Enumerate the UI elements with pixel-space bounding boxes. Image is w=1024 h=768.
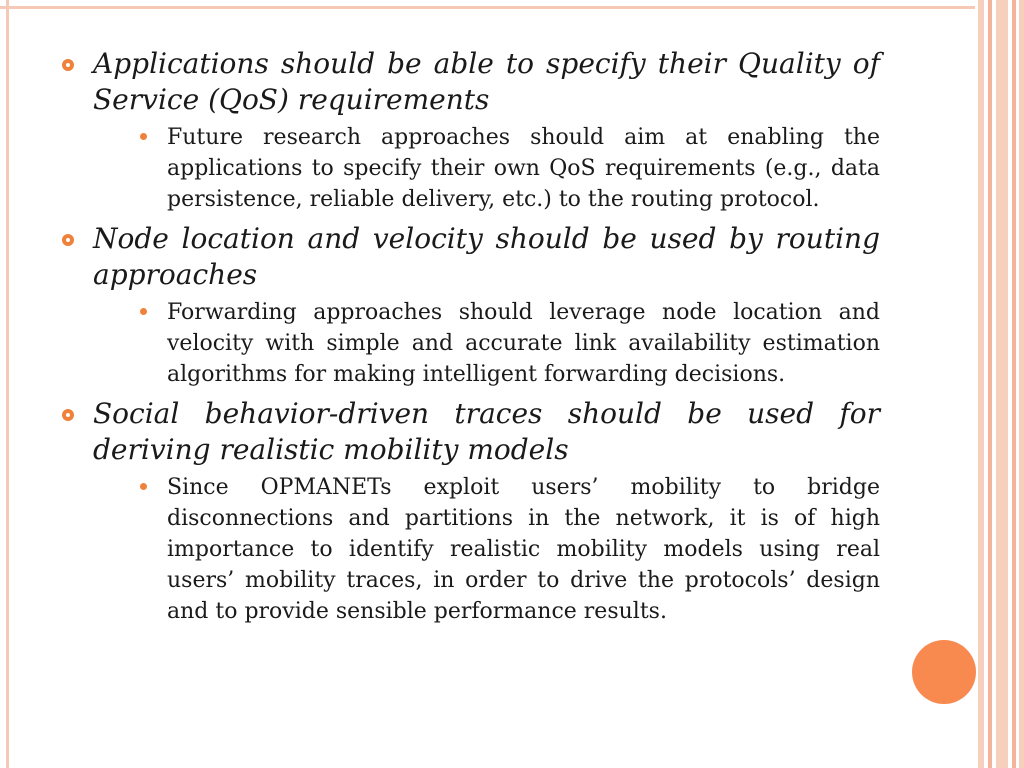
- bullet-heading: Social behavior-driven traces should be used for deriving realistic mobility models: [93, 397, 880, 466]
- left-border-line: [6, 0, 9, 768]
- right-stripe: [978, 0, 984, 768]
- sub-bullet-item: [93, 472, 880, 627]
- sub-bullet-item: [93, 297, 880, 390]
- right-stripe: [1012, 0, 1016, 768]
- ring-bullet-icon: [62, 59, 74, 71]
- sub-bullet-text: Since OPMANETs exploit users’ mobility to bridge disconnections and partitions in the network, it is of high importance to identify realistic mobility models using real users’ mobility traces, in order to drive the protocols’ design and to provide sensible performance results.: [167, 475, 880, 624]
- right-stripe: [988, 0, 992, 768]
- bullet-item: [60, 396, 880, 627]
- decorative-circle: [912, 640, 976, 704]
- bullet-heading: Applications should be able to specify their Quality of Service (QoS) requirements: [93, 47, 880, 116]
- sub-bullet-text: Forwarding approaches should leverage node location and velocity with simple and accurate link availability estimation algorithms for making intelligent forwarding decisions.: [167, 300, 880, 387]
- sub-bullet-item: [93, 122, 880, 215]
- ring-bullet-icon: [62, 409, 74, 421]
- right-stripe: [1019, 0, 1024, 768]
- dot-bullet-icon: [140, 483, 147, 490]
- dot-bullet-icon: [140, 133, 147, 140]
- bullet-item: [60, 46, 880, 215]
- right-stripe: [996, 0, 1008, 768]
- dot-bullet-icon: [140, 308, 147, 315]
- sub-bullet-text: Future research approaches should aim at enabling the applications to specify their own QoS requirements (e.g., data persistence, reliable delivery, etc.) to the routing protocol.: [167, 125, 880, 212]
- slide-content: [60, 46, 880, 633]
- bullet-heading: Node location and velocity should be used by routing approaches: [93, 222, 880, 291]
- top-border-line: [0, 6, 975, 9]
- ring-bullet-icon: [62, 234, 74, 246]
- bullet-item: [60, 221, 880, 390]
